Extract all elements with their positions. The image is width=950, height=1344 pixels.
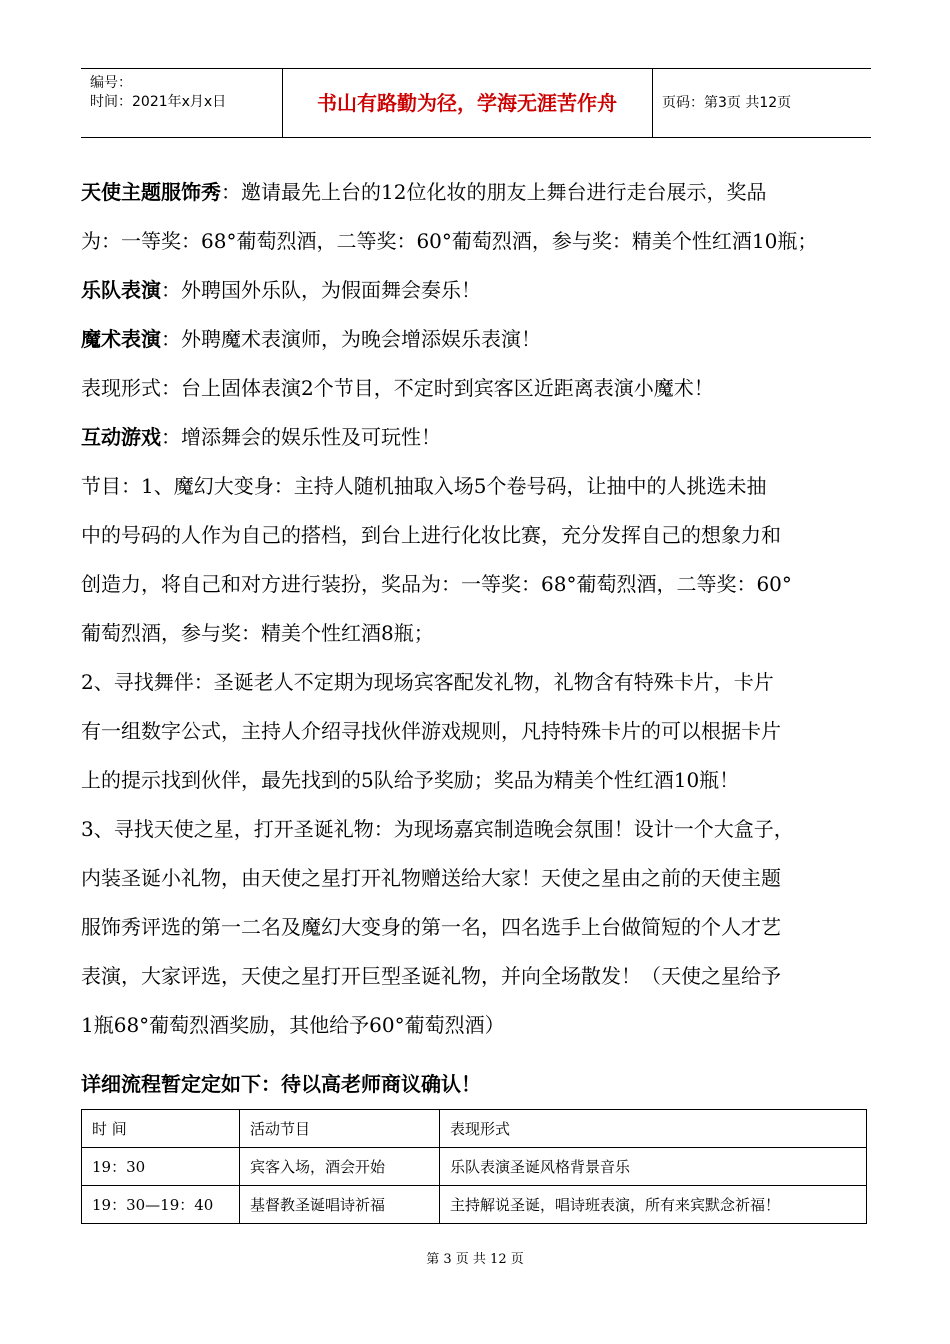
header-page-number: 页码：第3页 共12页	[662, 95, 792, 111]
table-cell: 基督教圣诞唱诗祈福	[240, 1186, 440, 1224]
table-header-cell: 表现形式	[440, 1110, 867, 1148]
paragraph-band	[81, 266, 871, 315]
paragraph-text: ：邀请最先上台的12位化妆的朋友上舞台进行走台展示，奖品	[221, 180, 767, 204]
paragraph-line: 2、寻找舞伴：圣诞老人不定期为现场宾客配发礼物，礼物含有特殊卡片，卡片	[81, 670, 774, 694]
paragraph-games	[81, 413, 871, 462]
table-cell: 主持解说圣诞，唱诗班表演，所有来宾默念祈福！	[440, 1186, 867, 1224]
table-cell: 宾客入场，酒会开始	[240, 1148, 440, 1186]
paragraph-text: ：外聘魔术表演师，为晚会增添娱乐表演！	[161, 327, 541, 351]
table-row	[82, 1148, 867, 1186]
document-number-label: 编号：	[90, 75, 132, 91]
header-motto: 书山有路勤为径，学海无涯苦作舟	[282, 69, 653, 137]
paragraph-line: 表演，大家评选，天使之星打开巨型圣诞礼物，并向全场散发！（天使之星给予	[81, 964, 781, 988]
paragraph-line: 3、寻找天使之星，打开圣诞礼物：为现场嘉宾制造晚会氛围！设计一个大盒子，	[81, 817, 794, 841]
table-cell: 19：30—19：40	[82, 1186, 240, 1224]
paragraph-line: 服饰秀评选的第一二名及魔幻大变身的第一名，四名选手上台做简短的个人才艺	[81, 915, 781, 939]
paragraph-text: ：外聘国外乐队，为假面舞会奏乐！	[161, 278, 481, 302]
table-row	[82, 1186, 867, 1224]
paragraph-line: 节目：1、魔幻大变身：主持人随机抽取入场5个卷号码，让抽中的人挑选未抽	[81, 474, 767, 498]
paragraph-line: 上的提示找到伙伴，最先找到的5队给予奖励；奖品为精美个性红酒10瓶！	[81, 768, 740, 792]
table-header-row	[82, 1110, 867, 1148]
paragraph-line: 表现形式：台上固体表演2个节目，不定时到宾客区近距离表演小魔术！	[81, 376, 714, 400]
paragraph-line: 葡萄烈酒，参与奖：精美个性红酒8瓶；	[81, 621, 434, 645]
table-cell: 乐队表演圣诞风格背景音乐	[440, 1148, 867, 1186]
table-header-cell: 活动节目	[240, 1110, 440, 1148]
page-header	[81, 68, 871, 138]
page-footer: 第 3 页 共 12 页	[426, 1252, 524, 1267]
paragraph-line: 1瓶68°葡萄烈酒奖励，其他给予60°葡萄烈酒）	[81, 1013, 505, 1037]
section-title-band: 乐队表演	[81, 278, 161, 302]
section-title-angel-show: 天使主题服饰秀	[81, 180, 221, 204]
paragraph-text: ：增添舞会的娱乐性及可玩性！	[161, 425, 441, 449]
table-header-cell: 时 间	[82, 1110, 240, 1148]
table-cell: 19：30	[82, 1148, 240, 1186]
section-title-magic: 魔术表演	[81, 327, 161, 351]
schedule-table	[81, 1109, 867, 1224]
paragraph-line: 中的号码的人作为自己的搭档，到台上进行化妆比赛，充分发挥自己的想象力和	[81, 523, 781, 547]
flow-heading: 详细流程暂定定如下：待以高老师商议确认！	[81, 1072, 481, 1096]
document-body	[81, 168, 871, 1050]
paragraph-line: 创造力，将自己和对方进行装扮，奖品为：一等奖：68°葡萄烈酒，二等奖：60°	[81, 572, 792, 596]
paragraph-line: 为：一等奖：68°葡萄烈酒，二等奖：60°葡萄烈酒，参与奖：精美个性红酒10瓶；	[81, 229, 818, 253]
paragraph-angel-show	[81, 168, 871, 217]
document-date-label: 时间：2021年x月x日	[90, 94, 227, 110]
header-info-cell	[81, 69, 283, 137]
paragraph-magic	[81, 315, 871, 364]
section-title-games: 互动游戏	[81, 425, 161, 449]
paragraph-line: 有一组数字公式，主持人介绍寻找伙伴游戏规则，凡持特殊卡片的可以根据卡片	[81, 719, 781, 743]
paragraph-line: 内装圣诞小礼物，由天使之星打开礼物赠送给大家！天使之星由之前的天使主题	[81, 866, 781, 890]
